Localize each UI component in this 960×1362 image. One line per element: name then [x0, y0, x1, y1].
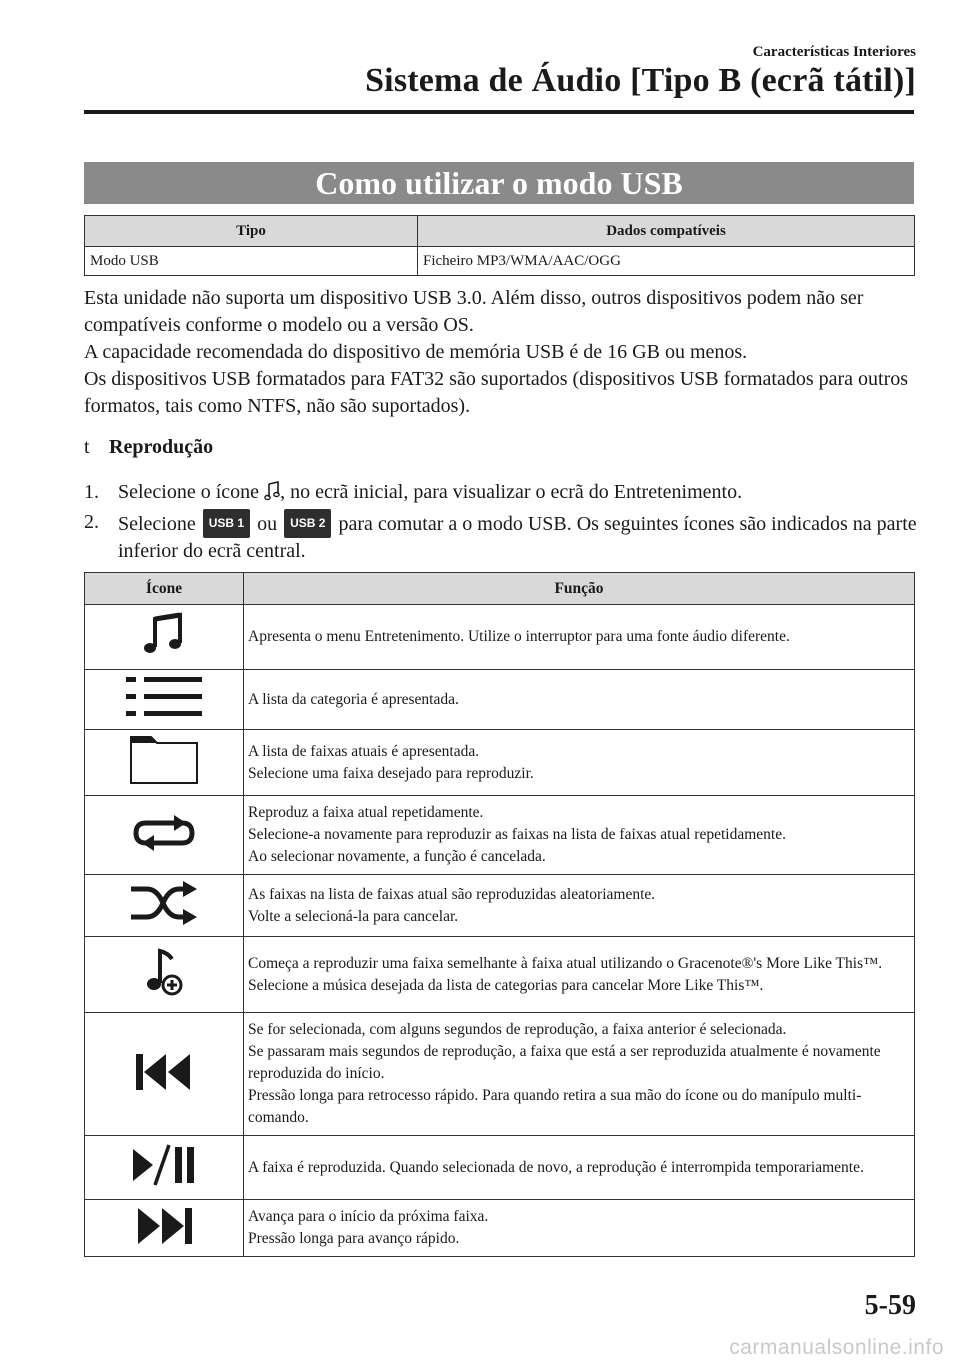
paragraph: A capacidade recomendada do dispositivo de memória USB é de 16 GB ou menos. — [84, 341, 748, 363]
repeat-icon — [132, 840, 196, 857]
usb1-button[interactable]: USB 1 — [203, 509, 250, 538]
paragraph: Esta unidade não suporta um dispositivo USB 3.0. Além disso, outros dispositivos podem não ser compatíveis conforme o modelo ou a versão OS. — [84, 287, 864, 336]
list-icon — [124, 708, 204, 725]
intro-text — [84, 285, 924, 420]
table-header: Tipo — [85, 216, 418, 247]
header-rule — [84, 110, 914, 114]
music-note-icon — [264, 481, 280, 509]
steps-list — [84, 479, 924, 565]
music-plus-icon — [142, 984, 186, 1001]
table-row: Apresenta o menu Entretenimento. Utilize o interruptor para uma fonte áudio diferente. — [85, 605, 915, 670]
section-banner: Como utilizar o modo USB — [84, 162, 914, 204]
table-header: Ícone — [85, 573, 244, 605]
usb2-button[interactable]: USB 2 — [284, 509, 331, 538]
page-title: Sistema de Áudio [Tipo B (ecrã tátil)] — [365, 62, 916, 99]
table-row: A lista de faixas atuais é apresentada. Selecione uma faixa desejado para reproduzir. — [85, 730, 915, 796]
table-cell: Modo USB — [85, 247, 418, 276]
shuffle-icon — [129, 912, 199, 929]
play-pause-icon — [131, 1174, 197, 1191]
table-row: A faixa é reproduzida. Quando selecionada de novo, a reprodução é interrompida temporariamente. — [85, 1136, 915, 1200]
step-1: 1. Selecione o ícone , no ecrã inicial, para visualizar o ecrã do Entretenimento. — [84, 479, 924, 509]
subsection-heading — [84, 436, 213, 459]
paragraph: Os dispositivos USB formatados para FAT32 são suportados (dispositivos USB formatados para outros formatos, tais como NTFS, não são suportados). — [84, 368, 909, 417]
page-number: 5-59 — [864, 1290, 916, 1321]
table-cell: Ficheiro MP3/WMA/AAC/OGG — [418, 247, 915, 276]
chapter-label: Características Interiores — [752, 44, 916, 60]
icon-function-table — [84, 572, 915, 1257]
subsection-title: Reprodução — [109, 436, 214, 458]
table-row: A lista da categoria é apresentada. — [85, 670, 915, 730]
table-row: Reproduz a faixa atual repetidamente. Selecione-a novamente para reproduzir as faixas na lista de faixas atual repetidamente. Ao selecionar novamente, a função é cancelada. — [85, 796, 915, 875]
table-row: As faixas na lista de faixas atual são reproduzidas aleatoriamente. Volte a selecioná-la para cancelar. — [85, 875, 915, 937]
folder-icon — [129, 772, 199, 789]
next-track-icon — [134, 1233, 194, 1250]
previous-track-icon — [134, 1079, 194, 1096]
compat-table — [84, 215, 915, 276]
table-row — [85, 247, 915, 276]
table-header: Função — [244, 573, 915, 605]
table-row: Avança para o início da próxima faixa. Pressão longa para avanço rápido. — [85, 1200, 915, 1257]
table-row: Começa a reproduzir uma faixa semelhante à faixa atual utilizando o Gracenote®'s More Like This™. Selecione a música desejada da lista de categorias para cancelar More Like This™. — [85, 937, 915, 1013]
table-row: Se for selecionada, com alguns segundos de reprodução, a faixa anterior é selecionada. Se passaram mais segundos de reprodução, a faixa que está a ser reproduzida atualmente é novamente reproduzida do início. Pressão longa para retrocesso rápido. Para quando retira a sua mão do ícone ou do manípulo multi-comando. — [85, 1013, 915, 1136]
table-header: Dados compatíveis — [418, 216, 915, 247]
watermark: carmanualsonline.info — [729, 1336, 944, 1359]
music-note-icon — [140, 646, 188, 663]
step-2: 2. Selecione USB 1 ou USB 2 para comutar a o modo USB. Os seguintes ícones são indicados na parte inferior do ecrã central. — [84, 511, 917, 562]
section-marker: t — [84, 436, 90, 458]
